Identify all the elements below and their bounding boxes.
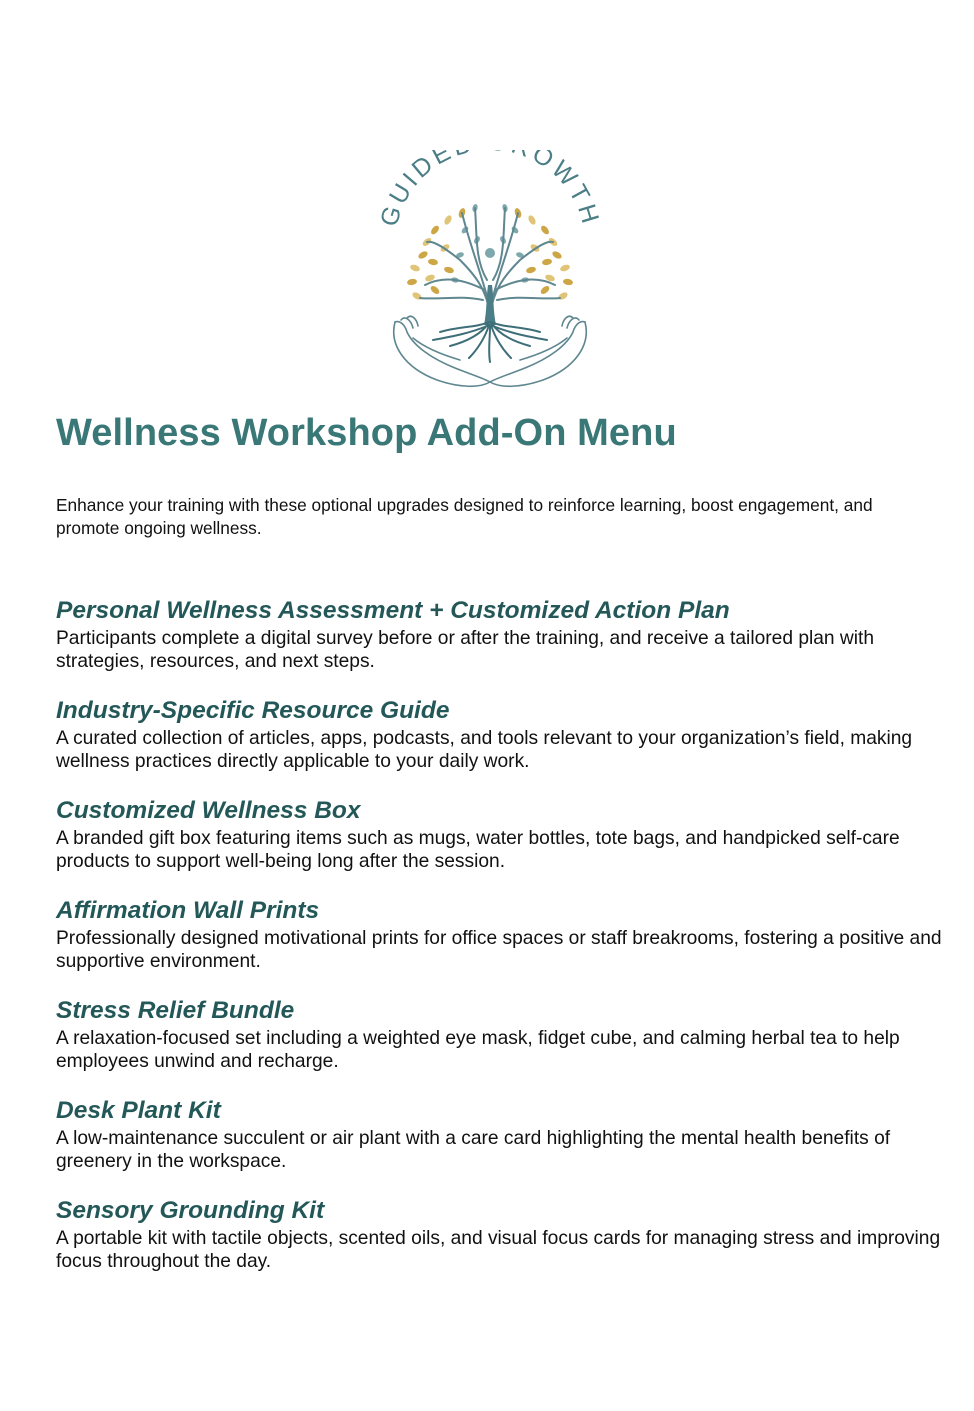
page-title: Wellness Workshop Add-On Menu [56,412,677,454]
list-item [56,795,946,873]
item-title: Customized Wellness Box [56,797,361,824]
item-description: A low-maintenance succulent or air plant with a care card highlighting the mental health benefits of greenery in the workspace. [56,1128,891,1172]
item-title: Desk Plant Kit [56,1097,221,1124]
brand-logo [365,150,615,395]
list-item [56,995,946,1073]
item-description: A branded gift box featuring items such as mugs, water bottles, tote bags, and handpicked self-care products to support well-being long after the session. [56,828,900,872]
item-title: Affirmation Wall Prints [56,897,320,924]
tree-figure-head [485,248,495,258]
tree-of-life-in-hands-icon [365,150,615,395]
list-item [56,895,946,973]
brand-logo-text: GUIDE OWTH [374,150,606,230]
add-on-list [56,595,946,1295]
item-title: Industry-Specific Resource Guide [56,697,450,724]
item-title: Stress Relief Bundle [56,997,295,1024]
intro-text: Enhance your training with these optional upgrades designed to reinforce learning, boost engagement, and promote ongoing wellness. [56,495,873,538]
item-description: Professionally designed motivational prints for office spaces or staff breakrooms, fostering a positive and supportive environment. [56,928,942,972]
item-description: Participants complete a digital survey before or after the training, and receive a tailored plan with strategies, resources, and next steps. [56,628,875,672]
list-item [56,695,946,773]
tree-roots [433,322,547,362]
item-title: Sensory Grounding Kit [56,1197,325,1224]
item-title: Personal Wellness Assessment + Customized Action Plan [56,597,730,624]
list-item [56,595,946,673]
item-description: A portable kit with tactile objects, scented oils, and visual focus cards for managing stress and improving focus throughout the day. [56,1228,941,1272]
list-item [56,1195,946,1273]
item-description: A relaxation-focused set including a weighted eye mask, fidget cube, and calming herbal tea to help employees unwind and recharge. [56,1028,900,1072]
item-description: A curated collection of articles, apps, podcasts, and tools relevant to your organization’s field, making wellness practices directly applicable to your daily work. [56,728,913,772]
list-item [56,1095,946,1173]
